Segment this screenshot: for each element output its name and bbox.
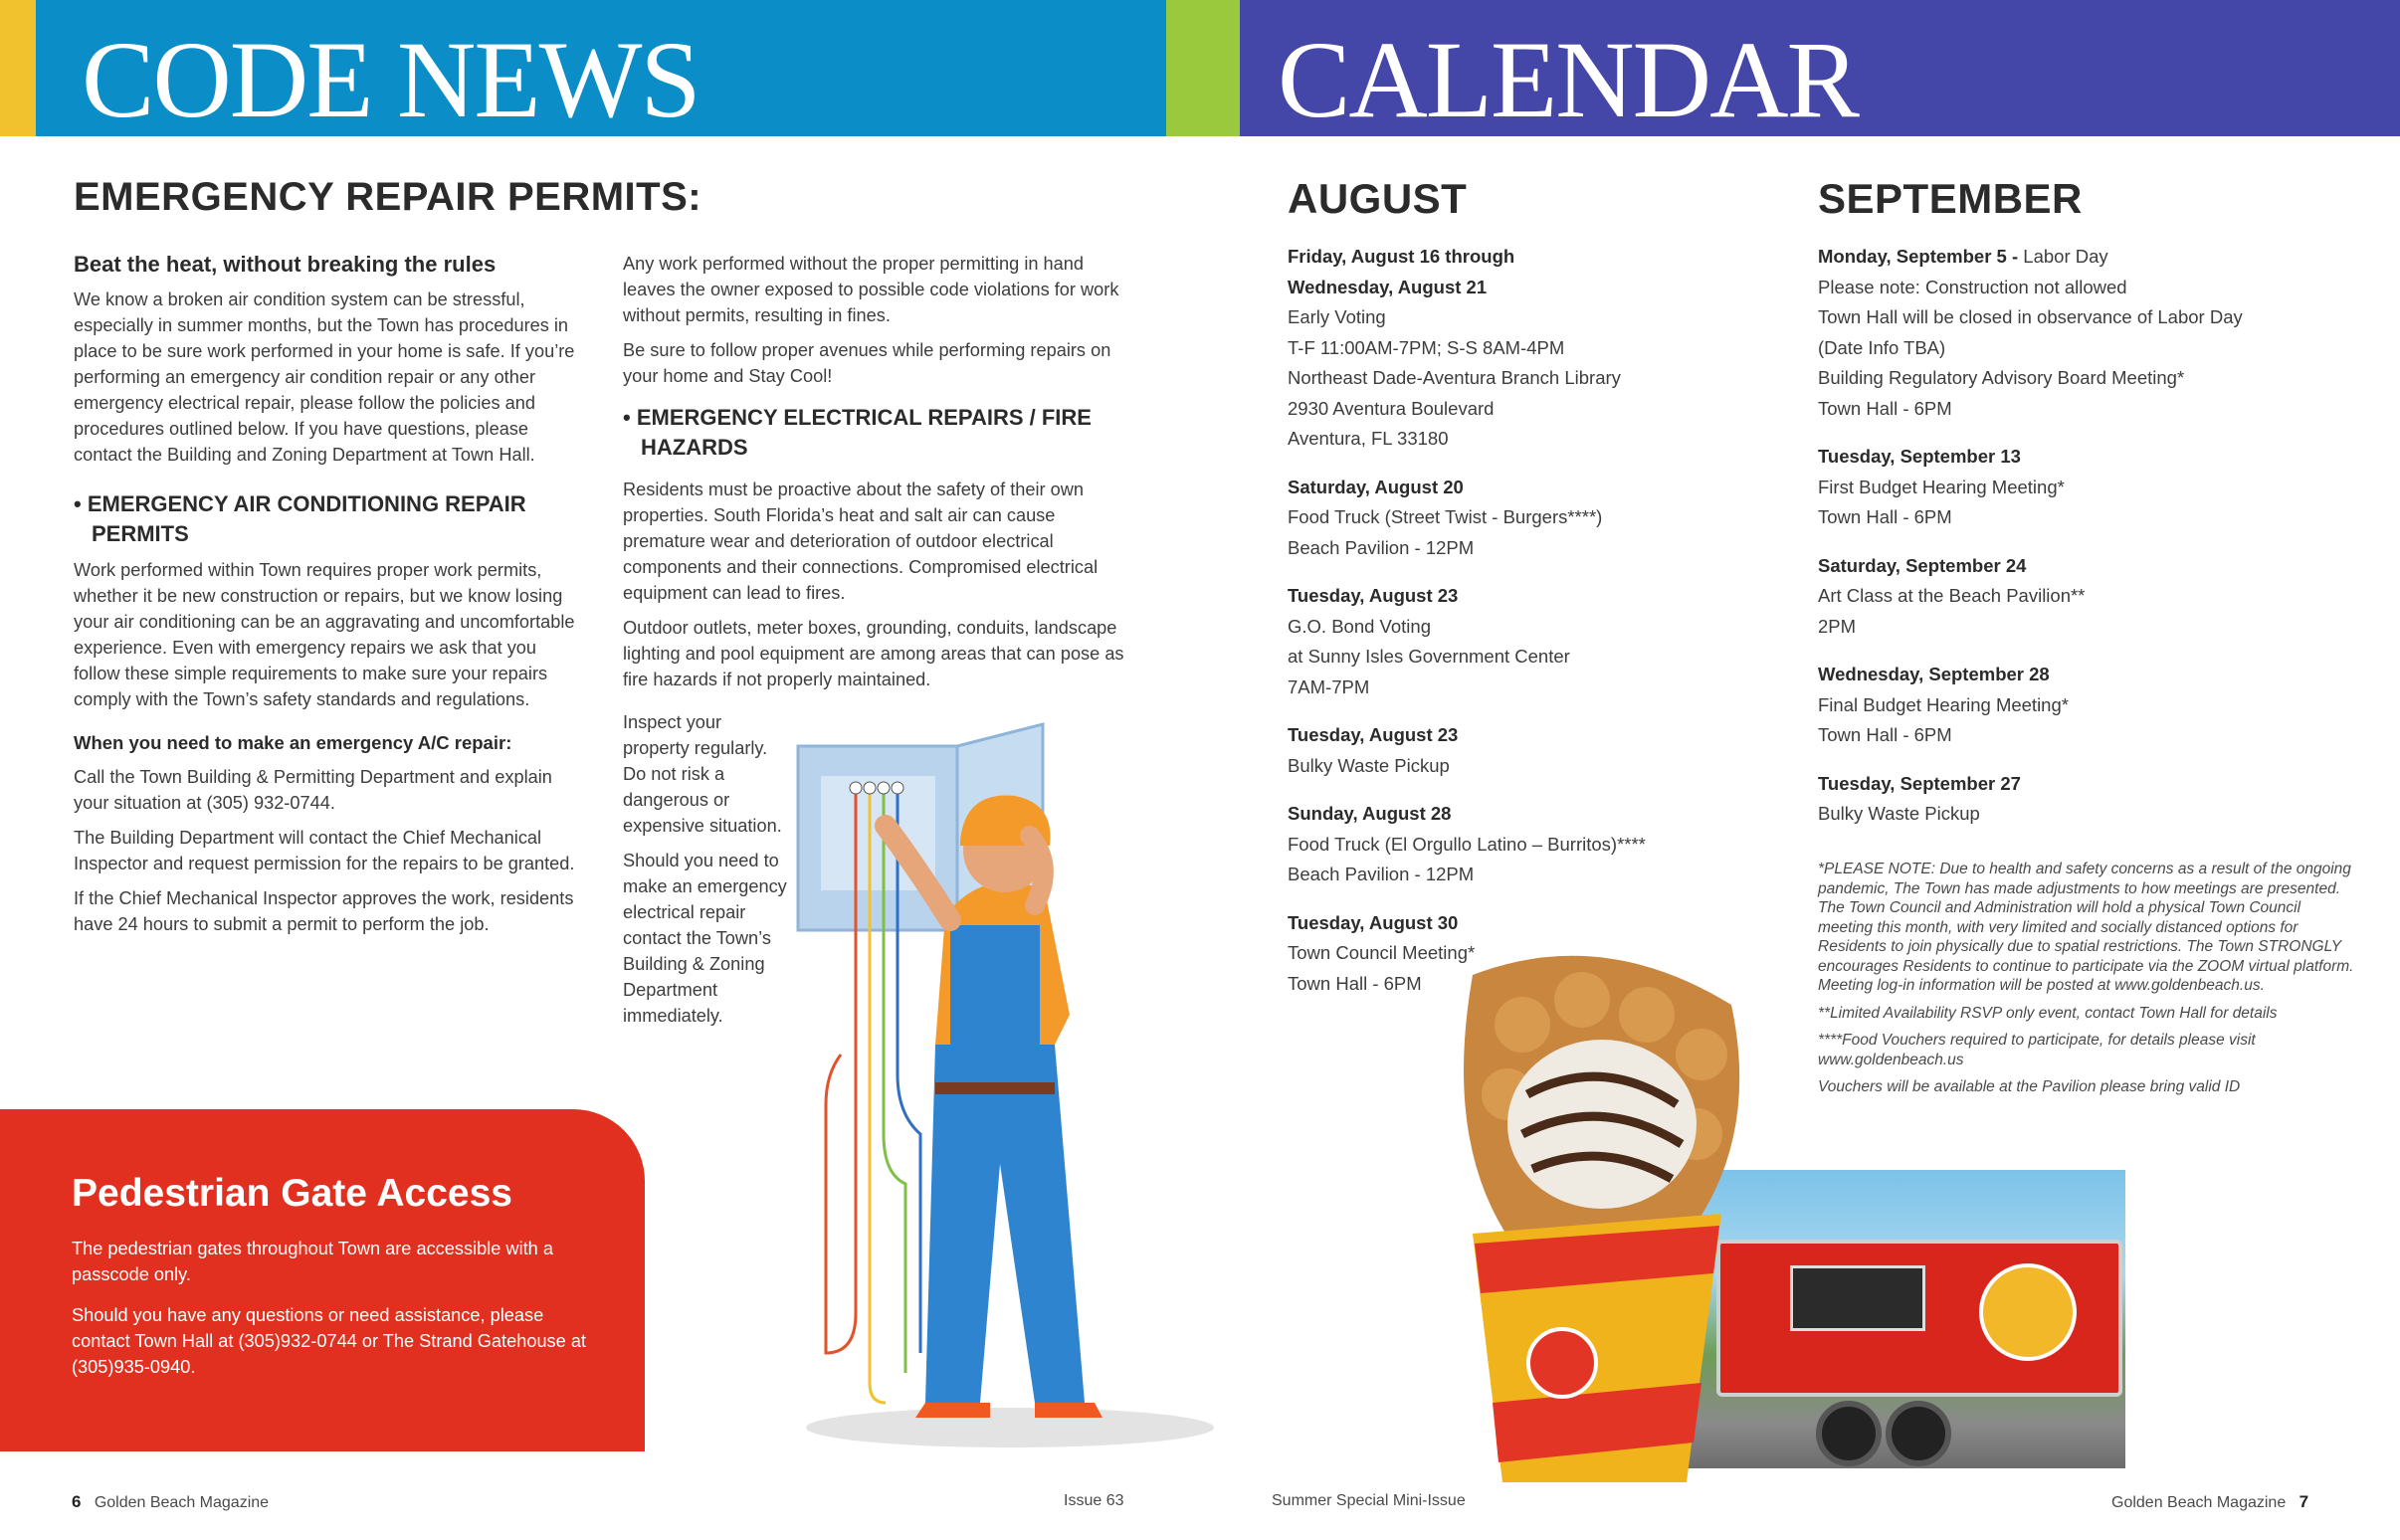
code-news-column-1 (74, 251, 583, 946)
event-detail: Beach Pavilion - 12PM (1288, 536, 1475, 558)
calendar-event (1818, 551, 2355, 643)
intro-paragraph: We know a broken air condition system can be stressful, especially in summer months, but the Town has procedures in place to be sure work performed in your home is safe. If you’re performing an emergency air condition repair or any other emergency electrical repair, please follow the policies and procedures outlined below. If you have questions, please contact the Building and Zoning Department at Town Hall. (74, 289, 575, 465)
worker-shoe (915, 1403, 990, 1418)
stay-cool-paragraph: Be sure to follow proper avenues while performing repairs on your home and Stay Cool! (623, 340, 1111, 386)
right-magazine-name: Golden Beach Magazine (2111, 1494, 2287, 1511)
event-detail: Bulky Waste Pickup (1818, 803, 1980, 824)
beat-the-heat-subhead: Beat the heat, without breaking the rules (74, 252, 497, 277)
worker-bib (950, 925, 1040, 1045)
event-detail: Town Hall - 6PM (1818, 506, 1952, 527)
worker-shoe-2 (1035, 1403, 1102, 1418)
code-news-column-2 (623, 251, 1130, 701)
event-detail: T-F 11:00AM-7PM; S-S 8AM-4PM (1288, 336, 1565, 358)
event-detail: Aventura, FL 33180 (1288, 428, 1449, 449)
inspect-property-paragraph: Inspect your property regularly. Do not risk a dangerous or expensive situation. (623, 712, 782, 836)
footer-left (72, 1492, 269, 1512)
event-date: Tuesday, August 23 (1288, 585, 1459, 606)
edition-name: Summer Special Mini-Issue (1272, 1492, 1466, 1509)
when-repair-step-2: The Building Department will contact the Chief Mechanical Inspector and request permission for the repairs to be granted. (74, 828, 575, 873)
truck-body (1716, 1240, 2122, 1397)
electrical-paragraph-1: Residents must be proactive about the safety of their own properties. South Florida’s heat and salt air can cause premature wear and deterioration of outdoor electrical components and their connections. Compromised electrical equipment can lead to fires. (623, 480, 1099, 603)
header-bar-yellow (0, 0, 36, 136)
calendar-note: ****Food Vouchers required to participate, for details please visit www.goldenbeach.us (1818, 1032, 2256, 1068)
event-detail: Town Hall - 6PM (1818, 724, 1952, 745)
event-detail: 2PM (1818, 615, 1857, 637)
when-repair-heading: When you need to make an emergency A/C repair: (74, 732, 512, 753)
calendar-event (1818, 442, 2355, 533)
worker-overalls (925, 1045, 1085, 1403)
event-detail: Building Regulatory Advisory Board Meeting* (1818, 367, 2185, 388)
event-detail: Bulky Waste Pickup (1288, 754, 1450, 776)
truck-window (1790, 1265, 1925, 1331)
calendar-event (1818, 242, 2355, 424)
calendar-event (1288, 242, 1745, 455)
event-detail: First Budget Hearing Meeting* (1818, 476, 2065, 497)
electrical-repairs-heading: • EMERGENCY ELECTRICAL REPAIRS / FIRE HAZARDS (623, 405, 1092, 460)
calendar-notes (1818, 860, 2355, 1105)
electrician-illustration (786, 716, 1214, 1452)
event-date: Friday, August 16 through (1288, 246, 1515, 267)
event-detail: Town Hall will be closed in observance of Labor Day (1818, 306, 2243, 327)
calendar-event (1818, 769, 2355, 830)
event-date: Wednesday, August 21 (1288, 276, 1488, 297)
pedestrian-gate-text-1: The pedestrian gates throughout Town are accessible with a passcode only. (72, 1239, 553, 1284)
calendar-event (1288, 799, 1745, 890)
event-date: Sunday, August 28 (1288, 803, 1452, 824)
event-detail: at Sunny Isles Government Center (1288, 646, 1570, 667)
truck-logo (1979, 1263, 2077, 1361)
calendar-event (1818, 660, 2355, 751)
event-detail: Town Hall - 6PM (1818, 397, 1952, 419)
calendar-title: CALENDAR (1278, 19, 1858, 140)
event-detail: Please note: Construction not allowed (1818, 276, 2127, 297)
event-detail: Art Class at the Beach Pavilion** (1818, 585, 2086, 606)
event-date: Monday, September 5 - Labor Day (1818, 246, 2108, 267)
september-heading: SEPTEMBER (1818, 175, 2083, 222)
event-date: Tuesday, September 27 (1818, 772, 2021, 794)
ac-repair-heading: • EMERGENCY AIR CONDITIONING REPAIR PERMITS (74, 491, 526, 546)
issue-number: Issue 63 (1064, 1492, 1124, 1509)
august-events (1288, 242, 1745, 1017)
event-detail: Food Truck (El Orgullo Latino – Burritos)**** (1288, 833, 1646, 855)
calendar-event (1288, 473, 1745, 564)
event-date: Saturday, August 20 (1288, 476, 1464, 497)
worker-belt (935, 1082, 1055, 1094)
right-page-number: 7 (2299, 1492, 2309, 1511)
truck-wheel (1816, 1401, 1882, 1466)
august-heading: AUGUST (1288, 175, 1468, 222)
event-detail: Early Voting (1288, 306, 1386, 327)
event-date-suffix: Labor Day (2018, 246, 2108, 267)
event-detail: 2930 Aventura Boulevard (1288, 397, 1495, 419)
event-date: Saturday, September 24 (1818, 554, 2027, 576)
event-detail: Beach Pavilion - 12PM (1288, 864, 1475, 884)
event-date: Tuesday, September 13 (1818, 446, 2021, 467)
ac-repair-paragraph: Work performed within Town requires proper work permits, whether it be new construction or repairs, but we know losing your air conditioning can be an aggravating and uncomfortable experience. Even with emergency repairs we ask that you follow these simple requirements to make sure your repairs comply with the Town’s safety standards and regulations. (74, 560, 575, 709)
bubble-waffle-ice-cream-photo (1433, 945, 1761, 1492)
permitting-warning-paragraph: Any work performed without the proper permitting in hand leaves the owner exposed to possible code violations for work without permits, resulting in fines. (623, 254, 1119, 325)
event-detail: Final Budget Hearing Meeting* (1818, 693, 2069, 715)
shadow-shape (806, 1408, 1214, 1447)
calendar-note: *PLEASE NOTE: Due to health and safety concerns as a result of the ongoing pandemic, The Town has made adjustments to how meetings are presented. The Town Council and Administration will hold a physical Town Council meeting this month, with very limited and socially distanced options for Residents to join physically due to spatial restrictions. The Town STRONGLY encourages Residents to continue to participate via the ZOOM virtual platform. Meeting log-in information will be posted at www.goldenbeach.us. (1818, 861, 2354, 994)
event-detail: G.O. Bond Voting (1288, 615, 1431, 637)
pedestrian-gate-title: Pedestrian Gate Access (72, 1172, 512, 1215)
event-detail: Northeast Dade-Aventura Branch Library (1288, 367, 1621, 388)
emergency-repair-permits-heading: EMERGENCY REPAIR PERMITS: (74, 175, 702, 219)
electrical-paragraph-2: Outdoor outlets, meter boxes, grounding, conduits, landscape lighting and pool equipment are among areas that can pose as fire hazards if not properly maintained. (623, 618, 1124, 689)
when-repair-step-1: Call the Town Building & Permitting Department and explain your situation at (305) 932-0744. (74, 767, 552, 813)
event-detail: Food Truck (Street Twist - Burgers****) (1288, 506, 1603, 527)
left-magazine-name: Golden Beach Magazine (94, 1494, 270, 1511)
truck-wheel-2 (1886, 1401, 1951, 1466)
calendar-event (1288, 581, 1745, 702)
left-page-number: 6 (72, 1492, 82, 1511)
event-detail: 7AM-7PM (1288, 675, 1370, 697)
event-detail: Town Hall - 6PM (1288, 972, 1422, 994)
code-news-narrow-column (623, 709, 790, 1038)
pedestrian-gate-text-2: Should you have any questions or need assistance, please contact Town Hall at (305)932-0744 or The Strand Gatehouse at (305)935-0940. (72, 1305, 586, 1377)
september-events (1818, 242, 2355, 848)
when-repair-step-3: If the Chief Mechanical Inspector approves the work, residents have 24 hours to submit a permit to perform the job. (74, 888, 574, 934)
event-detail: Town Council Meeting* (1288, 942, 1476, 963)
contact-building-paragraph: Should you need to make an emergency electrical repair contact the Town’s Building & Zoning Department immediately. (623, 851, 787, 1026)
code-news-title: CODE NEWS (82, 19, 700, 140)
calendar-note: **Limited Availability RSVP only event, contact Town Hall for details (1818, 1004, 2278, 1022)
calendar-event (1288, 720, 1745, 781)
event-date: Wednesday, September 28 (1818, 664, 2050, 684)
event-date: Tuesday, August 23 (1288, 724, 1459, 745)
event-detail: (Date Info TBA) (1818, 336, 1946, 358)
calendar-note: Vouchers will be available at the Pavilion please bring valid ID (1818, 1078, 2241, 1095)
footer-right (2111, 1492, 2308, 1512)
event-date: Tuesday, August 30 (1288, 911, 1459, 933)
header-bar-green (1166, 0, 1240, 136)
